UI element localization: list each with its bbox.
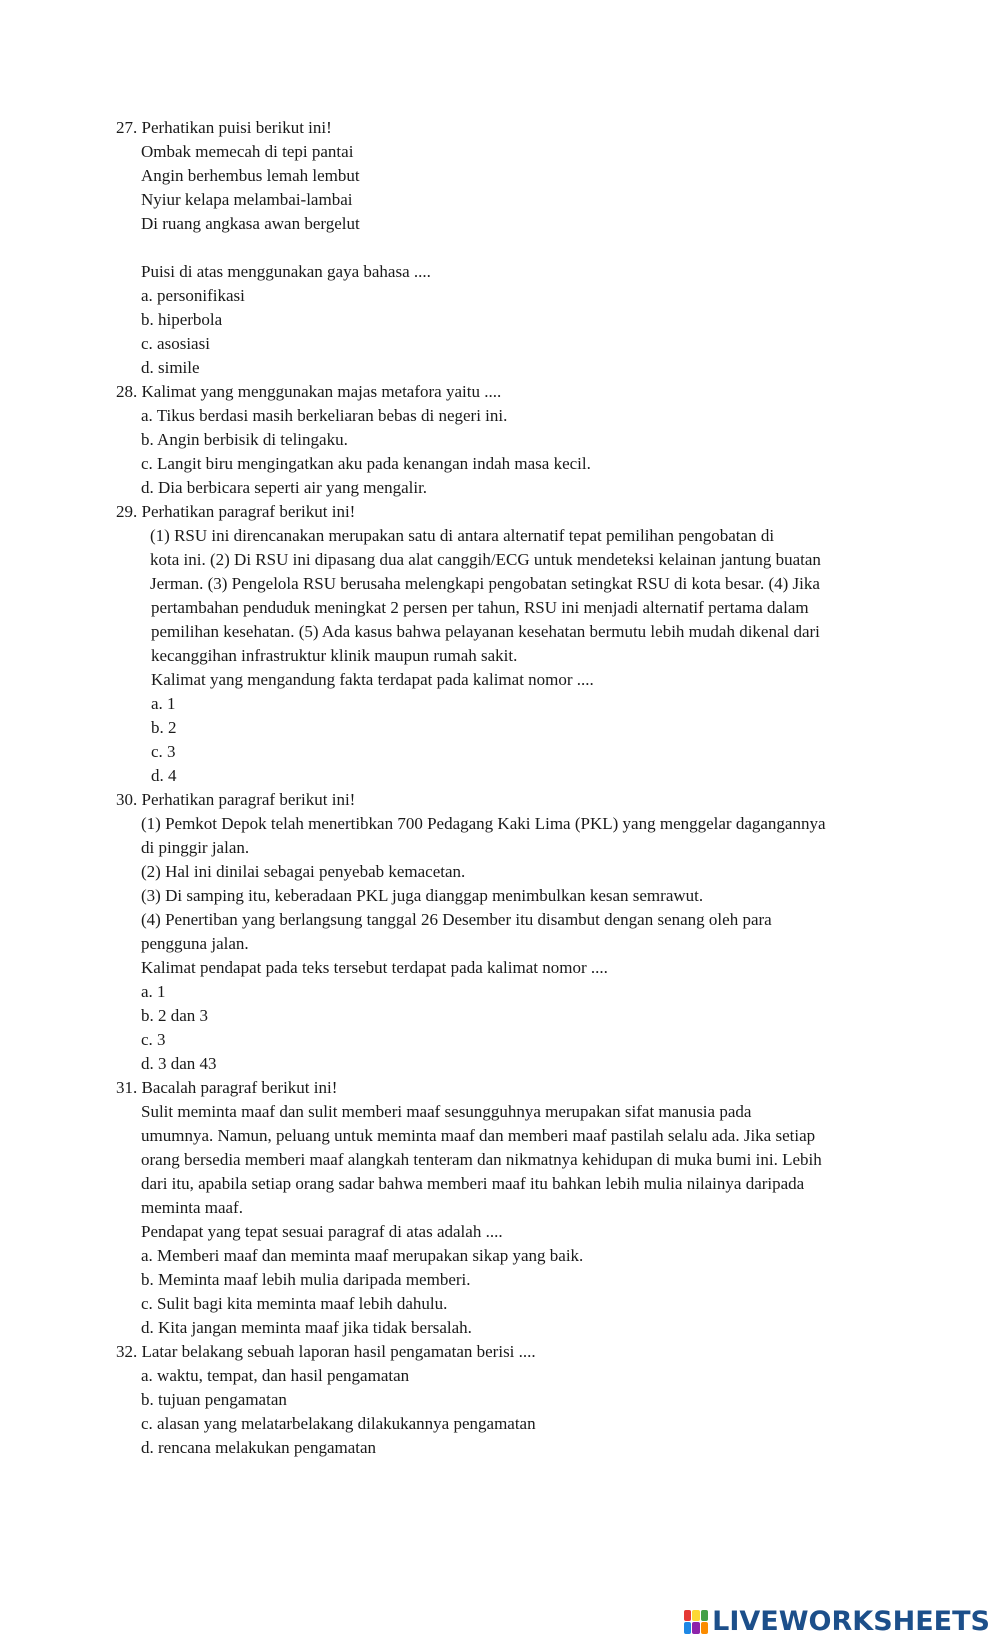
spacer	[116, 236, 896, 260]
answer-option[interactable]: d. Dia berbicara seperti air yang mengalir.	[141, 478, 428, 497]
paragraph-line: (1) Pemkot Depok telah menertibkan 700 Pedagang Kaki Lima (PKL) yang menggelar dagangannya	[141, 814, 826, 833]
paragraph-line: kecanggihan infrastruktur klinik maupun rumah sakit.	[151, 646, 518, 665]
answer-option[interactable]: c. alasan yang melatarbelakang dilakukannya pengamatan	[141, 1414, 536, 1433]
question-stem: Kalimat pendapat pada teks tersebut terdapat pada kalimat nomor ....	[141, 958, 608, 977]
paragraph-line: orang bersedia memberi maaf alangkah tenteram dan nikmatnya kehidupan di muka bumi ini. Lebih	[141, 1150, 822, 1169]
paragraph-line: (3) Di samping itu, keberadaan PKL juga dianggap menimbulkan kesan semrawut.	[141, 886, 704, 905]
liveworksheets-brand	[684, 1606, 990, 1637]
answer-option[interactable]: c. 3	[141, 1030, 166, 1049]
logo-tile	[684, 1610, 691, 1622]
answer-option[interactable]: a. 1	[151, 694, 176, 713]
logo-tile	[701, 1622, 708, 1634]
answer-option[interactable]: b. tujuan pengamatan	[141, 1390, 287, 1409]
answer-option[interactable]: b. Angin berbisik di telingaku.	[141, 430, 348, 449]
answer-option[interactable]: a. Memberi maaf dan meminta maaf merupakan sikap yang baik.	[141, 1246, 584, 1265]
logo-tile	[684, 1622, 691, 1634]
logo-tile	[692, 1610, 699, 1622]
question-31	[116, 1076, 896, 1340]
answer-option[interactable]: c. asosiasi	[141, 334, 210, 353]
answer-option[interactable]: c. Langit biru mengingatkan aku pada kenangan indah masa kecil.	[141, 454, 591, 473]
answer-option[interactable]: a. Tikus berdasi masih berkeliaran bebas di negeri ini.	[141, 406, 508, 425]
paragraph-line: Sulit meminta maaf dan sulit memberi maaf sesungguhnya merupakan sifat manusia pada	[141, 1102, 752, 1121]
answer-option[interactable]: b. 2 dan 3	[141, 1006, 209, 1025]
question-30	[116, 788, 896, 1076]
question-29	[116, 500, 896, 788]
answer-option[interactable]: a. waktu, tempat, dan hasil pengamatan	[141, 1366, 410, 1385]
answer-option[interactable]: d. 4	[151, 766, 177, 785]
answer-option[interactable]: b. hiperbola	[141, 310, 223, 329]
paragraph-line: umumnya. Namun, peluang untuk meminta maaf dan memberi maaf pastilah selalu ada. Jika setiap	[141, 1126, 816, 1145]
question-prompt: 31. Bacalah paragraf berikut ini!	[116, 1078, 338, 1097]
paragraph-line: dari itu, apabila setiap orang sadar bahwa memberi maaf itu bahkan lebih mulia nilainya daripada	[141, 1174, 805, 1193]
poem-line: Nyiur kelapa melambai-lambai	[141, 190, 353, 209]
answer-option[interactable]: c. 3	[151, 742, 176, 761]
poem-line: Angin berhembus lemah lembut	[141, 166, 360, 185]
paragraph-line: pemilihan kesehatan. (5) Ada kasus bahwa pelayanan kesehatan bermutu lebih mudah dikenal dari	[151, 622, 820, 641]
poem-line: Di ruang angkasa awan bergelut	[141, 214, 360, 233]
answer-option[interactable]: b. 2	[151, 718, 177, 737]
question-32	[116, 1340, 896, 1460]
paragraph-line: Jerman. (3) Pengelola RSU berusaha melengkapi pengobatan setingkat RSU di kota besar. (4) Jika	[150, 574, 820, 593]
question-prompt: 28. Kalimat yang menggunakan majas metafora yaitu ....	[116, 382, 502, 401]
answer-option[interactable]: d. Kita jangan meminta maaf jika tidak bersalah.	[141, 1318, 472, 1337]
question-prompt: 27. Perhatikan puisi berikut ini!	[116, 118, 332, 137]
paragraph-line: (2) Hal ini dinilai sebagai penyebab kemacetan.	[141, 862, 466, 881]
paragraph-line: pertambahan penduduk meningkat 2 persen per tahun, RSU ini menjadi alternatif pertama dalam	[151, 598, 809, 617]
question-28	[116, 380, 896, 500]
paragraph-line: kota ini. (2) Di RSU ini dipasang dua alat canggih/ECG untuk mendeteksi kelainan jantung buatan	[150, 550, 821, 569]
answer-option[interactable]: c. Sulit bagi kita meminta maaf lebih dahulu.	[141, 1294, 448, 1313]
question-stem: Puisi di atas menggunakan gaya bahasa ....	[141, 262, 431, 281]
logo-tile	[701, 1610, 708, 1622]
answer-option[interactable]: a. personifikasi	[141, 286, 245, 305]
brand-wordmark: LIVEWORKSHEETS	[712, 1606, 990, 1637]
answer-option[interactable]: d. rencana melakukan pengamatan	[141, 1438, 377, 1457]
question-prompt: 30. Perhatikan paragraf berikut ini!	[116, 790, 356, 809]
paragraph-line: meminta maaf.	[141, 1198, 243, 1217]
poem-line: Ombak memecah di tepi pantai	[141, 142, 354, 161]
answer-option[interactable]: d. simile	[141, 358, 200, 377]
question-prompt: 32. Latar belakang sebuah laporan hasil pengamatan berisi ....	[116, 1342, 536, 1361]
question-27	[116, 116, 896, 380]
paragraph-line: di pinggir jalan.	[141, 838, 250, 857]
answer-option[interactable]: b. Meminta maaf lebih mulia daripada memberi.	[141, 1270, 471, 1289]
answer-option[interactable]: a. 1	[141, 982, 166, 1001]
question-stem: Kalimat yang mengandung fakta terdapat pada kalimat nomor ....	[151, 670, 594, 689]
paragraph-line: (4) Penertiban yang berlangsung tanggal 26 Desember itu disambut dengan senang oleh para	[141, 910, 772, 929]
logo-tile	[692, 1622, 699, 1634]
answer-option[interactable]: d. 3 dan 43	[141, 1054, 217, 1073]
paragraph-line: (1) RSU ini direncanakan merupakan satu di antara alternatif tepat pemilihan pengobatan di	[150, 526, 775, 545]
question-stem: Pendapat yang tepat sesuai paragraf di atas adalah ....	[141, 1222, 503, 1241]
paragraph-line: pengguna jalan.	[141, 934, 249, 953]
question-prompt: 29. Perhatikan paragraf berikut ini!	[116, 502, 356, 521]
liveworksheets-logo-icon	[684, 1610, 708, 1634]
question-list	[116, 116, 896, 1460]
